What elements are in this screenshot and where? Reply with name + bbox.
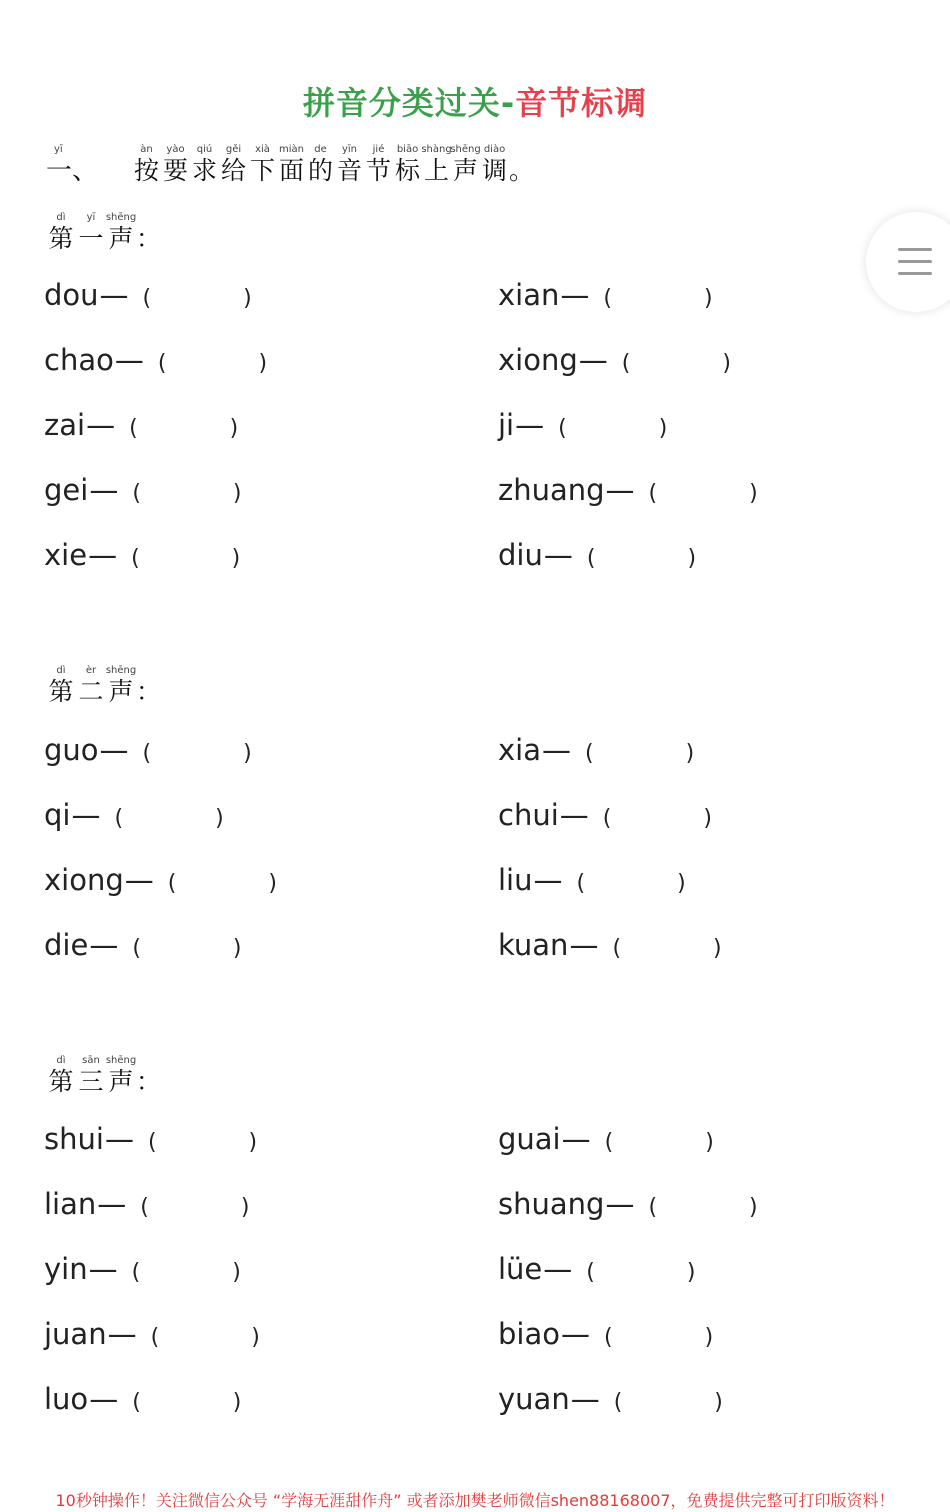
syllable-item — [44, 1122, 257, 1156]
answer-open-paren: ( — [648, 481, 658, 506]
heading-char-pinyin: shēng — [105, 1055, 137, 1066]
syllable-text: xia — [498, 733, 541, 767]
answer-close-paren: ) — [703, 286, 713, 311]
question-number-pinyin: yī — [54, 144, 63, 155]
answer-open-paren: ( — [132, 936, 141, 961]
syllable-dash: — — [71, 798, 101, 832]
instruction-char — [190, 144, 219, 186]
instruction-char-pinyin: miàn — [279, 144, 304, 155]
instruction-char-pinyin: diào — [483, 144, 506, 155]
answer-close-paren: ) — [231, 546, 241, 571]
instruction-char-hanzi: 按 — [133, 156, 159, 185]
syllable-dash: — — [559, 798, 589, 832]
answer-open-paren: ( — [132, 481, 141, 506]
syllable-text: guai — [498, 1122, 561, 1156]
answer-close-paren: ) — [248, 1130, 258, 1155]
syllable-text: chao — [44, 343, 114, 377]
answer-close-paren: ) — [258, 351, 268, 376]
heading-char-hanzi: 声 — [108, 677, 134, 706]
heading-char-pinyin: dì — [56, 1055, 66, 1066]
syllable-item — [498, 1252, 695, 1286]
answer-open-paren: ( — [586, 1260, 595, 1285]
answer-close-paren: ) — [232, 481, 242, 506]
instruction-char — [364, 144, 393, 186]
instruction-char — [161, 144, 190, 186]
instruction-char-hanzi: 节 — [365, 156, 391, 185]
syllable-dash: — — [561, 1122, 591, 1156]
syllable-dash: — — [543, 1252, 573, 1286]
answer-close-paren: ) — [703, 806, 712, 831]
syllable-text: gei — [44, 473, 89, 507]
instruction-char-hanzi: 面 — [278, 156, 304, 185]
syllable-dash: — — [89, 928, 119, 962]
syllable-item — [44, 863, 277, 897]
syllable-text: ji — [498, 408, 515, 442]
instruction-char — [277, 144, 306, 186]
syllable-item — [44, 733, 252, 767]
heading-char-hanzi: 三 — [78, 1067, 104, 1096]
answer-open-paren: ( — [602, 806, 612, 831]
heading-char-hanzi: 第 — [48, 677, 74, 706]
syllable-text: kuan — [498, 928, 569, 962]
heading-char — [76, 212, 106, 254]
answer-close-paren: ) — [705, 1130, 714, 1155]
syllable-text: xiong — [44, 863, 124, 897]
heading-char-hanzi: 第 — [48, 1067, 74, 1096]
syllable-text: juan — [44, 1317, 107, 1351]
syllable-dash: — — [515, 408, 545, 442]
syllable-item — [44, 798, 224, 832]
syllable-item — [498, 798, 712, 832]
syllable-dash: — — [533, 863, 563, 897]
syllable-dash: — — [578, 343, 608, 377]
menu-button[interactable] — [866, 212, 950, 312]
heading-char-hanzi: 第 — [48, 224, 74, 253]
instruction-char-pinyin: yīn — [341, 144, 358, 155]
instruction-char — [451, 144, 480, 186]
heading-char-hanzi: 声 — [108, 1067, 134, 1096]
syllable-item — [44, 1252, 241, 1286]
answer-close-paren: ) — [232, 1390, 242, 1415]
answer-close-paren: ) — [243, 286, 252, 311]
syllable-text: zai — [44, 408, 86, 442]
answer-open-paren: ( — [131, 546, 140, 571]
heading-char — [76, 1055, 106, 1097]
syllable-dash: — — [560, 278, 590, 312]
instruction-char-hanzi: 标 — [394, 156, 420, 185]
heading-char — [106, 1055, 136, 1097]
syllable-text: yin — [44, 1252, 88, 1286]
syllable-item — [44, 1317, 260, 1351]
instruction-char-hanzi: 的 — [307, 156, 333, 185]
answer-open-paren: ( — [585, 741, 594, 766]
instruction-char-hanzi: 上 — [423, 156, 449, 185]
syllable-dash: — — [605, 1187, 635, 1221]
syllable-text: lian — [44, 1187, 97, 1221]
answer-open-paren: ( — [167, 871, 177, 896]
answer-close-paren: ) — [686, 1260, 696, 1285]
syllable-item — [498, 343, 731, 377]
instruction-char-pinyin: shàng — [421, 144, 452, 155]
answer-close-paren: ) — [714, 1390, 723, 1415]
answer-open-paren: ( — [613, 1390, 623, 1415]
syllable-item — [44, 1187, 249, 1221]
instruction-char-pinyin: de — [314, 144, 327, 155]
answer-open-paren: ( — [114, 806, 124, 831]
syllable-item — [44, 343, 267, 377]
instruction-char-hanzi: 声 — [452, 156, 478, 185]
syllable-dash: — — [99, 278, 129, 312]
syllable-dash: — — [560, 1317, 590, 1351]
answer-close-paren: ) — [243, 741, 252, 766]
instruction-char-hanzi: 调 — [481, 156, 507, 185]
syllable-item — [44, 473, 242, 507]
syllable-item — [44, 1382, 241, 1416]
syllable-item — [498, 1122, 714, 1156]
instruction-char-pinyin: qiú — [196, 144, 213, 155]
syllable-item — [44, 408, 238, 442]
syllable-item — [44, 538, 240, 572]
hamburger-menu-icon-bar — [898, 272, 932, 275]
page-title — [0, 78, 950, 124]
instruction-char — [480, 144, 509, 186]
instruction-char-pinyin: gěi — [225, 144, 242, 155]
syllable-dash: — — [107, 1317, 137, 1351]
answer-open-paren: ( — [648, 1195, 658, 1220]
syllable-text: shuang — [498, 1187, 605, 1221]
syllable-dash: — — [543, 538, 573, 572]
answer-close-paren: ) — [722, 351, 731, 376]
instruction-char-hanzi: 求 — [191, 156, 217, 185]
answer-open-paren: ( — [132, 1390, 141, 1415]
footer-promo-text: 10秒钟操作！关注微信公众号 “学海无涯甜作舟” 或者添加樊老师微信shen88168007，免费提供完整可打印版资料！ — [55, 1491, 895, 1510]
answer-open-paren: ( — [586, 546, 596, 571]
title-part-1: 拼音分类过关- — [302, 84, 516, 122]
answer-open-paren: ( — [142, 741, 152, 766]
syllable-dash: — — [124, 863, 154, 897]
syllable-dash: — — [570, 1382, 600, 1416]
syllable-text: dou — [44, 278, 99, 312]
syllable-text: shui — [44, 1122, 104, 1156]
hamburger-menu-icon — [898, 248, 932, 251]
answer-close-paren: ) — [749, 1195, 758, 1220]
heading-char-pinyin: èr — [85, 665, 97, 676]
syllable-text: yuan — [498, 1382, 570, 1416]
syllable-dash: — — [569, 928, 599, 962]
syllable-dash: — — [89, 473, 119, 507]
instruction-char — [132, 144, 161, 186]
instruction-char — [422, 144, 451, 186]
answer-open-paren: ( — [129, 416, 138, 441]
heading-colon: ： — [136, 1067, 162, 1096]
instruction-char-hanzi: 要 — [162, 156, 188, 185]
answer-close-paren: ) — [229, 416, 239, 441]
syllable-text: chui — [498, 798, 559, 832]
syllable-dash: — — [542, 733, 571, 767]
syllable-dash: — — [88, 538, 118, 572]
syllable-text: qi — [44, 798, 71, 832]
section-heading — [46, 212, 161, 254]
syllable-item — [498, 1317, 713, 1351]
instruction-char — [335, 144, 364, 186]
answer-close-paren: ) — [713, 936, 722, 961]
instruction-char-hanzi: 给 — [220, 156, 246, 185]
syllable-dash: — — [89, 1382, 119, 1416]
answer-open-paren: ( — [157, 351, 167, 376]
heading-char-pinyin: dì — [56, 665, 66, 676]
instruction-char-hanzi: 下 — [249, 156, 275, 185]
answer-open-paren: ( — [576, 871, 586, 896]
syllable-dash: — — [605, 473, 635, 507]
syllable-text: lüe — [498, 1252, 543, 1286]
instruction-char — [393, 144, 422, 186]
instruction-char-pinyin: shēng — [450, 144, 481, 155]
syllable-item — [498, 1187, 758, 1221]
answer-close-paren: ) — [215, 806, 224, 831]
instruction-char — [219, 144, 248, 186]
question-number-text: 一、 — [46, 156, 99, 186]
heading-char-pinyin: dì — [56, 212, 66, 223]
answer-open-paren: ( — [140, 1195, 149, 1220]
answer-close-paren: ) — [232, 1260, 241, 1285]
title-part-2: 音节标调 — [515, 84, 648, 122]
instruction-char-pinyin: àn — [140, 144, 153, 155]
syllable-dash: — — [114, 343, 144, 377]
syllable-dash: — — [88, 1252, 118, 1286]
answer-close-paren: ) — [232, 936, 242, 961]
syllable-item — [498, 1382, 723, 1416]
heading-char-pinyin: sān — [82, 1055, 100, 1066]
syllable-item — [498, 928, 722, 962]
syllable-item — [44, 928, 242, 962]
heading-char — [46, 1055, 76, 1097]
syllable-dash: — — [97, 1187, 127, 1221]
answer-close-paren: ) — [251, 1325, 260, 1350]
heading-char — [106, 212, 136, 254]
hamburger-menu-icon-bar — [898, 260, 932, 263]
heading-colon: ： — [136, 677, 162, 706]
instruction-char-pinyin: xià — [255, 144, 270, 155]
answer-open-paren: ( — [612, 936, 622, 961]
syllable-text: liu — [498, 863, 533, 897]
heading-char-pinyin: shēng — [105, 665, 137, 676]
heading-char-hanzi: 声 — [108, 224, 134, 253]
heading-colon: ： — [136, 224, 162, 253]
question-number — [46, 144, 98, 186]
syllable-text: xian — [498, 278, 560, 312]
syllable-item — [498, 408, 667, 442]
instruction-char-pinyin: jié — [372, 144, 385, 155]
instruction-period: 。 — [509, 156, 535, 185]
answer-open-paren: ( — [142, 286, 152, 311]
syllable-text: biao — [498, 1317, 560, 1351]
section-heading — [46, 1055, 161, 1097]
instruction-char-pinyin: yào — [166, 144, 185, 155]
heading-char-hanzi: 二 — [78, 677, 104, 706]
instruction-text — [132, 144, 534, 186]
instruction-char — [248, 144, 277, 186]
syllable-item — [498, 473, 758, 507]
answer-close-paren: ) — [704, 1325, 714, 1350]
answer-open-paren: ( — [604, 1130, 614, 1155]
syllable-text: diu — [498, 538, 543, 572]
answer-open-paren: ( — [603, 1325, 613, 1350]
syllable-text: guo — [44, 733, 99, 767]
heading-char — [76, 665, 106, 707]
heading-char-pinyin: shēng — [105, 212, 137, 223]
answer-open-paren: ( — [558, 416, 567, 441]
instruction-char-pinyin: biāo — [396, 144, 419, 155]
answer-close-paren: ) — [268, 871, 277, 896]
syllable-dash: — — [99, 733, 129, 767]
answer-close-paren: ) — [240, 1195, 250, 1220]
syllable-item — [498, 278, 713, 312]
instruction-char — [306, 144, 335, 186]
syllable-text: zhuang — [498, 473, 605, 507]
heading-char-pinyin: yī — [86, 212, 96, 223]
answer-close-paren: ) — [658, 416, 668, 441]
section-heading — [46, 665, 161, 707]
answer-close-paren: ) — [685, 741, 695, 766]
answer-open-paren: ( — [621, 351, 631, 376]
answer-close-paren: ) — [677, 871, 686, 896]
answer-open-paren: ( — [603, 286, 612, 311]
answer-open-paren: ( — [131, 1260, 141, 1285]
syllable-text: die — [44, 928, 89, 962]
syllable-dash: — — [86, 408, 116, 442]
syllable-item — [498, 538, 696, 572]
heading-char-hanzi: 一 — [78, 224, 104, 253]
heading-char — [106, 665, 136, 707]
heading-char — [46, 665, 76, 707]
syllable-text: xie — [44, 538, 88, 572]
answer-open-paren: ( — [150, 1325, 160, 1350]
answer-close-paren: ) — [687, 546, 697, 571]
syllable-text: xiong — [498, 343, 578, 377]
syllable-item — [498, 733, 694, 767]
answer-open-paren: ( — [147, 1130, 157, 1155]
syllable-item — [44, 278, 252, 312]
syllable-dash: — — [104, 1122, 134, 1156]
syllable-text: luo — [44, 1382, 89, 1416]
syllable-item — [498, 863, 686, 897]
answer-close-paren: ) — [749, 481, 758, 506]
instruction-char-hanzi: 音 — [336, 156, 362, 185]
heading-char — [46, 212, 76, 254]
